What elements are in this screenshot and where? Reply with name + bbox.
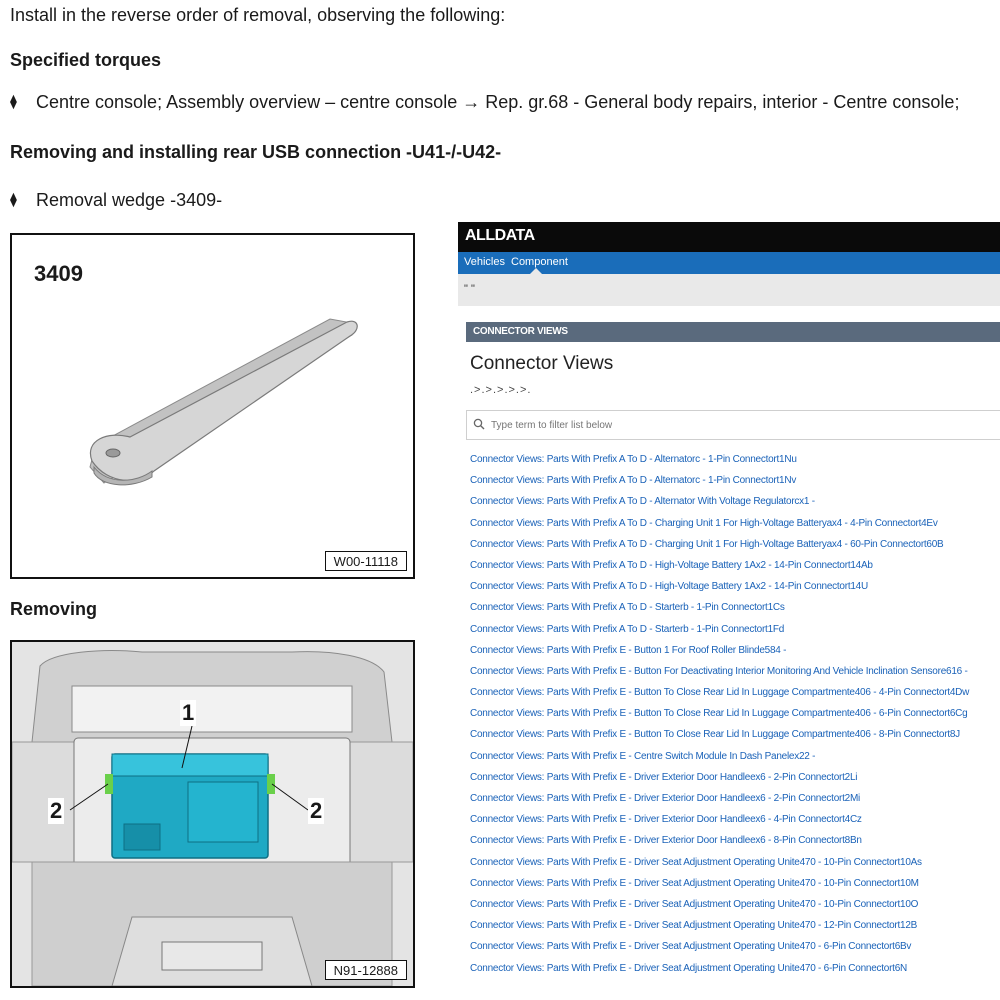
- connector-link[interactable]: Connector Views: Parts With Prefix E - Driver Seat Adjustment Operating Unite470 - 6-Pin Connectort6Bv: [470, 941, 912, 953]
- connector-link[interactable]: Connector Views: Parts With Prefix E - Driver Seat Adjustment Operating Unite470 - 10-Pin Connectort10O: [470, 898, 919, 910]
- specified-torques-heading: Specified torques: [10, 50, 162, 70]
- tool-number: 3409: [34, 261, 83, 286]
- breadcrumb: " ": [464, 283, 475, 295]
- connector-link[interactable]: Connector Views: Parts With Prefix E - Button For Deactivating Interior Monitoring And Vehicle Inclination Sensore616 -: [470, 665, 968, 677]
- connector-link[interactable]: Connector Views: Parts With Prefix E - Driver Seat Adjustment Operating Unite470 - 6-Pin Connectort6N: [470, 962, 907, 974]
- filter-input[interactable]: [489, 415, 993, 435]
- section-label: CONNECTOR VIEWS: [473, 326, 568, 337]
- connector-link[interactable]: Connector Views: Parts With Prefix E - Driver Exterior Door Handleex6 - 2-Pin Connectort2Mi: [470, 793, 860, 804]
- nav-component[interactable]: Component: [511, 256, 568, 268]
- connector-link[interactable]: Connector Views: Parts With Prefix E - Button 1 For Roof Roller Blinde584 -: [470, 644, 787, 656]
- connector-link[interactable]: Connector Views: Parts With Prefix E - Driver Seat Adjustment Operating Unite470 - 10-Pin Connectort10M: [470, 877, 919, 889]
- bullet-icon: ⧫: [10, 191, 17, 207]
- connector-link[interactable]: Connector Views: Parts With Prefix A To D - Alternatorc - 1-Pin Connectort1Nu: [470, 454, 797, 465]
- connector-list: [470, 454, 969, 984]
- removing-figure: [10, 640, 415, 988]
- console-usb-illustration: [12, 642, 413, 986]
- connector-link[interactable]: Connector Views: Parts With Prefix E - Driver Exterior Door Handleex6 - 8-Pin Connectort8Bn: [470, 835, 862, 847]
- nav-vehicles[interactable]: Vehicles: [464, 256, 505, 268]
- figure-code: N91-12888: [325, 960, 407, 980]
- usb-heading: Removing and installing rear USB connection -U41-/-U42-: [10, 142, 502, 162]
- connector-link[interactable]: Connector Views: Parts With Prefix E - Driver Seat Adjustment Operating Unite470 - 10-Pin Connectort10As: [470, 856, 922, 868]
- tool-item: [10, 190, 222, 211]
- connector-link[interactable]: Connector Views: Parts With Prefix E - Button To Close Rear Lid In Luggage Compartmente406 - 4-Pin Connectort4Dw: [470, 687, 970, 699]
- connector-link[interactable]: Connector Views: Parts With Prefix A To D - Charging Unit 1 For High-Voltage Batteryax4 - 4-Pin Connectort4Ev: [470, 517, 938, 529]
- figure-code: W00-11118: [325, 551, 407, 571]
- connector-link[interactable]: Connector Views: Parts With Prefix E - Driver Seat Adjustment Operating Unite470 - 12-Pin Connectort12B: [470, 920, 918, 932]
- callout-2-right: 2: [310, 798, 323, 823]
- tool-item-text: Removal wedge -3409-: [36, 190, 223, 210]
- path-dots: .>.>.>.>.>.: [470, 384, 532, 396]
- connector-link[interactable]: Connector Views: Parts With Prefix A To D - Charging Unit 1 For High-Voltage Batteryax4 - 60-Pin Connectort60B: [470, 538, 944, 550]
- connector-link[interactable]: Connector Views: Parts With Prefix E - Centre Switch Module In Dash Panelex22 -: [470, 750, 816, 762]
- callout-2-left: 2: [50, 798, 63, 823]
- alldata-panel: [458, 222, 1000, 1000]
- connector-link[interactable]: Connector Views: Parts With Prefix A To D - High-Voltage Battery 1Ax2 - 14-Pin Connectort14U: [470, 581, 868, 593]
- connector-link[interactable]: Connector Views: Parts With Prefix A To D - Starterb - 1-Pin Connectort1Fd: [470, 623, 785, 635]
- torque-item-text: Centre console; Assembly overview – centre console → Rep. gr.68 - General body repairs, interior - Centre console;: [36, 92, 960, 112]
- connector-link[interactable]: Connector Views: Parts With Prefix A To D - Alternator With Voltage Regulatorcx1 -: [470, 496, 815, 508]
- connector-link[interactable]: Connector Views: Parts With Prefix A To D - High-Voltage Battery 1Ax2 - 14-Pin Connectort14Ab: [470, 559, 873, 571]
- removal-wedge-illustration: [12, 235, 413, 577]
- connector-link[interactable]: Connector Views: Parts With Prefix E - Driver Exterior Door Handleex6 - 4-Pin Connectort4Cz: [470, 814, 862, 826]
- connector-link[interactable]: Connector Views: Parts With Prefix E - Button To Close Rear Lid In Luggage Compartmente406 - 8-Pin Connectort8J: [470, 729, 960, 741]
- page-title: Connector Views: [470, 353, 614, 374]
- connector-link[interactable]: Connector Views: Parts With Prefix A To D - Alternatorc - 1-Pin Connectort1Nv: [470, 475, 797, 487]
- torque-item: [10, 92, 959, 113]
- filter-search-box: [466, 410, 1000, 440]
- section-header: [466, 322, 1000, 342]
- intro-text: Install in the reverse order of removal, observing the following:: [10, 5, 506, 25]
- breadcrumb-bar: [458, 274, 1000, 306]
- search-icon: [473, 418, 485, 430]
- connector-link[interactable]: Connector Views: Parts With Prefix A To D - Starterb - 1-Pin Connectort1Cs: [470, 602, 785, 614]
- callout-1: 1: [182, 700, 195, 725]
- connector-link[interactable]: Connector Views: Parts With Prefix E - Driver Exterior Door Handleex6 - 2-Pin Connectort2Li: [470, 771, 858, 783]
- alldata-header: [458, 222, 1000, 252]
- bullet-icon: ⧫: [10, 93, 17, 109]
- alldata-nav: [458, 252, 1000, 274]
- tool-figure: [10, 233, 415, 579]
- removing-heading: Removing: [10, 599, 98, 619]
- alldata-logo[interactable]: ALLDATA: [465, 227, 535, 244]
- connector-link[interactable]: Connector Views: Parts With Prefix E - Button To Close Rear Lid In Luggage Compartmente406 - 6-Pin Connectort6Cg: [470, 708, 968, 720]
